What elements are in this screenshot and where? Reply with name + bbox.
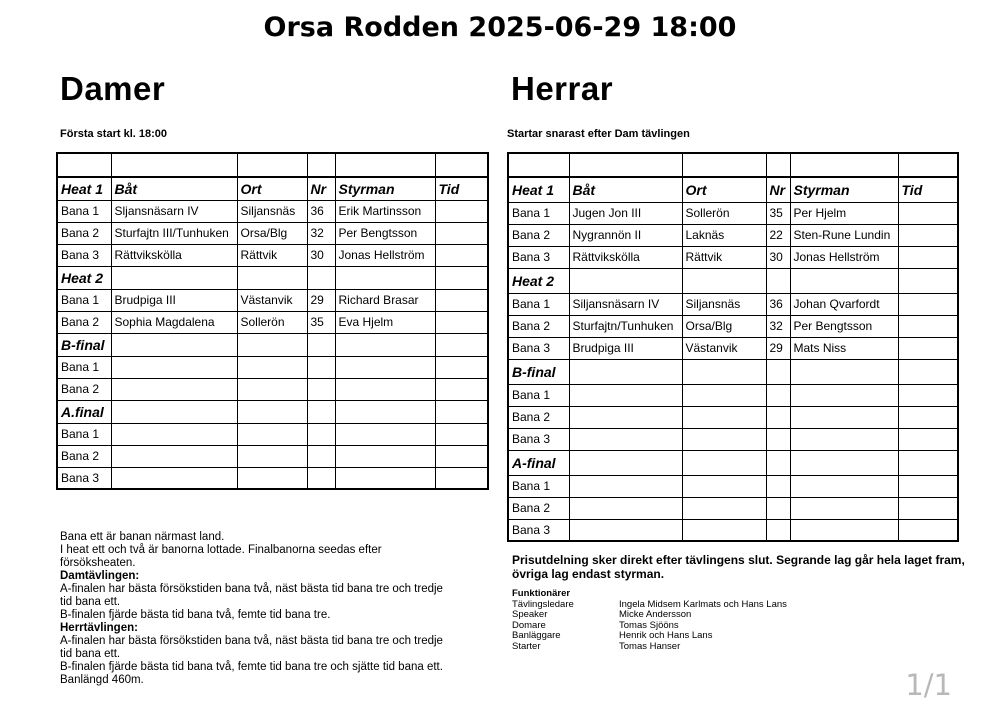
nr-cell: 30 xyxy=(766,246,790,268)
page-title: Orsa Rodden 2025-06-29 18:00 xyxy=(263,12,737,43)
town-cell: Siljansnäs xyxy=(682,293,766,315)
note-line: Herrtävlingen: xyxy=(60,622,138,634)
town-cell: Västanvik xyxy=(237,289,307,311)
town-cell: Orsa/Blg xyxy=(682,315,766,337)
official-name: Henrik och Hans Lans xyxy=(619,630,713,641)
lane-row xyxy=(508,406,958,428)
lane-row xyxy=(57,445,488,467)
tid-cell xyxy=(898,384,958,406)
blank-top-row xyxy=(508,153,958,177)
cox-cell: Per Bengtsson xyxy=(790,315,898,337)
blank-cell xyxy=(569,450,682,475)
boat-cell xyxy=(569,428,682,450)
cox-cell xyxy=(790,384,898,406)
lane-row xyxy=(57,200,488,222)
blank-cell xyxy=(790,450,898,475)
lane-row xyxy=(57,467,488,489)
section-label: Heat 2 xyxy=(508,268,569,293)
lane-cell: Bana 1 xyxy=(57,356,111,378)
blank-cell xyxy=(307,266,335,289)
lane-cell: Bana 2 xyxy=(57,311,111,333)
official-role: Banläggare xyxy=(512,630,561,641)
blank-cell xyxy=(335,153,435,177)
town-cell xyxy=(237,467,307,489)
lane-cell: Bana 3 xyxy=(508,337,569,359)
lane-row xyxy=(508,337,958,359)
lane-row xyxy=(57,356,488,378)
column-header: Båt xyxy=(111,177,237,200)
boat-cell xyxy=(111,356,237,378)
lane-cell: Bana 3 xyxy=(57,244,111,266)
cox-cell xyxy=(790,406,898,428)
tid-cell xyxy=(435,222,488,244)
blank-cell xyxy=(790,359,898,384)
official-role: Tävlingsledare xyxy=(512,598,574,610)
herrar-subtitle: Startar snarast efter Dam tävlingen xyxy=(507,128,690,140)
section-label: Heat 1 xyxy=(508,177,569,202)
tid-cell xyxy=(898,337,958,359)
town-cell: Orsa/Blg xyxy=(237,222,307,244)
tid-cell xyxy=(898,315,958,337)
lane-row xyxy=(57,289,488,311)
cox-cell xyxy=(790,497,898,519)
boat-cell: Sophia Magdalena xyxy=(111,311,237,333)
lane-row xyxy=(508,384,958,406)
town-cell: Sollerön xyxy=(682,202,766,224)
note-line: Damtävlingen: xyxy=(60,570,140,582)
blank-cell xyxy=(237,333,307,356)
nr-cell xyxy=(766,475,790,497)
town-cell: Siljansnäs xyxy=(237,200,307,222)
blank-cell xyxy=(435,266,488,289)
note-line: Bana ett är banan närmast land. xyxy=(60,531,225,543)
lane-cell: Bana 3 xyxy=(508,519,569,541)
tid-cell xyxy=(435,244,488,266)
tid-cell xyxy=(435,445,488,467)
nr-cell: 29 xyxy=(307,289,335,311)
boat-cell: Brudpiga III xyxy=(569,337,682,359)
blank-cell xyxy=(111,153,237,177)
section-row xyxy=(508,450,958,475)
town-cell xyxy=(237,378,307,400)
nr-cell: 35 xyxy=(766,202,790,224)
town-cell xyxy=(682,519,766,541)
lane-row xyxy=(57,423,488,445)
boat-cell: Sturfajtn/Tunhuken xyxy=(569,315,682,337)
lane-row xyxy=(508,428,958,450)
blank-cell xyxy=(307,400,335,423)
town-cell: Laknäs xyxy=(682,224,766,246)
boat-cell xyxy=(111,423,237,445)
town-cell xyxy=(682,406,766,428)
damer-subtitle: Första start kl. 18:00 xyxy=(60,128,167,140)
boat-cell xyxy=(111,378,237,400)
nr-cell: 35 xyxy=(307,311,335,333)
section-row xyxy=(57,333,488,356)
cox-cell: Erik Martinsson xyxy=(335,200,435,222)
section-row xyxy=(57,266,488,289)
boat-cell xyxy=(569,497,682,519)
column-header: Nr xyxy=(766,177,790,202)
lane-row xyxy=(508,224,958,246)
boat-cell: Rättvikskölla xyxy=(111,244,237,266)
official-name: Tomas Hanser xyxy=(619,640,681,652)
lane-cell: Bana 3 xyxy=(508,246,569,268)
herrar-table xyxy=(507,152,959,542)
tid-cell xyxy=(898,406,958,428)
blank-cell xyxy=(766,359,790,384)
nr-cell xyxy=(766,428,790,450)
nr-cell xyxy=(307,423,335,445)
lane-cell: Bana 1 xyxy=(508,475,569,497)
section-label: A-final xyxy=(508,450,569,475)
nr-cell: 32 xyxy=(307,222,335,244)
blank-cell xyxy=(335,400,435,423)
blank-cell xyxy=(766,450,790,475)
blank-cell xyxy=(898,268,958,293)
town-cell xyxy=(682,497,766,519)
lane-cell: Bana 2 xyxy=(57,222,111,244)
damer-heading: Damer xyxy=(60,70,166,107)
blank-cell xyxy=(790,153,898,177)
lane-cell: Bana 2 xyxy=(508,406,569,428)
boat-cell: Brudpiga III xyxy=(111,289,237,311)
lane-cell: Bana 2 xyxy=(57,378,111,400)
blank-cell xyxy=(307,333,335,356)
blank-cell xyxy=(237,266,307,289)
lane-row xyxy=(508,202,958,224)
tid-cell xyxy=(898,224,958,246)
lane-cell: Bana 2 xyxy=(57,445,111,467)
lane-cell: Bana 1 xyxy=(57,423,111,445)
section-label: Heat 2 xyxy=(57,266,111,289)
blank-cell xyxy=(898,359,958,384)
cox-cell: Jonas Hellström xyxy=(790,246,898,268)
blank-cell xyxy=(237,400,307,423)
column-header: Styrman xyxy=(790,177,898,202)
cox-cell xyxy=(335,378,435,400)
lane-row xyxy=(57,378,488,400)
nr-cell xyxy=(766,497,790,519)
lane-row xyxy=(508,497,958,519)
tid-cell xyxy=(898,475,958,497)
official-name: Tomas Sjööns xyxy=(619,619,679,631)
section-row xyxy=(508,359,958,384)
blank-cell xyxy=(335,266,435,289)
prize-info: Prisutdelning sker direkt efter tävlingens slut. Segrande lag går hela laget fram, övriga lag endast styrman. xyxy=(512,553,965,581)
nr-cell xyxy=(307,378,335,400)
tid-cell xyxy=(435,378,488,400)
town-cell xyxy=(237,445,307,467)
lane-row xyxy=(508,519,958,541)
lane-row xyxy=(508,315,958,337)
blank-cell xyxy=(898,450,958,475)
lane-cell: Bana 3 xyxy=(508,428,569,450)
section-row xyxy=(508,268,958,293)
cox-cell: Mats Niss xyxy=(790,337,898,359)
cox-cell xyxy=(335,467,435,489)
cox-cell xyxy=(335,356,435,378)
blank-cell xyxy=(111,333,237,356)
cox-cell xyxy=(790,428,898,450)
town-cell: Rättvik xyxy=(237,244,307,266)
section-label: Heat 1 xyxy=(57,177,111,200)
official-row xyxy=(512,631,787,642)
boat-cell: Sljansnäsarn IV xyxy=(111,200,237,222)
cox-cell xyxy=(335,445,435,467)
boat-cell xyxy=(569,384,682,406)
town-cell: Västanvik xyxy=(682,337,766,359)
tid-cell xyxy=(435,423,488,445)
boat-cell: Nygrannön II xyxy=(569,224,682,246)
blank-cell xyxy=(57,153,111,177)
official-role: Domare xyxy=(512,619,546,631)
cox-cell: Per Hjelm xyxy=(790,202,898,224)
page-indicator: 1/1 xyxy=(905,668,952,702)
lane-row xyxy=(508,475,958,497)
boat-cell: Sturfajtn III/Tunhuken xyxy=(111,222,237,244)
nr-cell: 30 xyxy=(307,244,335,266)
blank-cell xyxy=(435,400,488,423)
damer-table xyxy=(56,152,489,490)
blank-cell xyxy=(569,268,682,293)
official-name: Ingela Midsem Karlmats och Hans Lans xyxy=(619,598,787,610)
rules-notes xyxy=(60,531,450,687)
lane-row xyxy=(508,293,958,315)
boat-cell: Rättvikskölla xyxy=(569,246,682,268)
nr-cell xyxy=(766,519,790,541)
town-cell xyxy=(237,356,307,378)
section-label: B-final xyxy=(57,333,111,356)
officials-title: Funktionärer xyxy=(512,588,571,599)
cox-cell: Richard Brasar xyxy=(335,289,435,311)
lane-row xyxy=(57,244,488,266)
official-role: Speaker xyxy=(512,609,548,620)
blank-cell xyxy=(508,153,569,177)
official-name: Micke Andersson xyxy=(619,609,692,620)
tid-cell xyxy=(898,202,958,224)
note-line: I heat ett och två är banorna lottade. Finalbanorna seedas efter försöksheaten. xyxy=(60,544,382,569)
tid-cell xyxy=(435,200,488,222)
blank-cell xyxy=(307,153,335,177)
tid-cell xyxy=(435,356,488,378)
official-row xyxy=(512,642,787,653)
town-cell xyxy=(237,423,307,445)
lane-cell: Bana 1 xyxy=(508,202,569,224)
nr-cell: 29 xyxy=(766,337,790,359)
lane-cell: Bana 3 xyxy=(57,467,111,489)
tid-cell xyxy=(898,246,958,268)
cox-cell xyxy=(790,475,898,497)
nr-cell xyxy=(307,445,335,467)
blank-cell xyxy=(790,268,898,293)
nr-cell: 36 xyxy=(307,200,335,222)
column-header: Båt xyxy=(569,177,682,202)
boat-cell xyxy=(111,467,237,489)
boat-cell xyxy=(569,406,682,428)
blank-cell xyxy=(766,153,790,177)
column-header: Tid xyxy=(898,177,958,202)
blank-cell xyxy=(766,268,790,293)
tid-cell xyxy=(898,293,958,315)
town-cell: Sollerön xyxy=(237,311,307,333)
cox-cell: Sten-Rune Lundin xyxy=(790,224,898,246)
blank-cell xyxy=(682,268,766,293)
official-role: Starter xyxy=(512,640,541,652)
column-header: Ort xyxy=(682,177,766,202)
note-line: A-finalen har bästa försökstiden bana två, näst bästa tid bana tre och tredje tid bana ett. xyxy=(60,583,443,608)
column-header: Tid xyxy=(435,177,488,200)
section-label: A.final xyxy=(57,400,111,423)
officials-list xyxy=(512,589,787,652)
lane-cell: Bana 2 xyxy=(508,315,569,337)
town-cell xyxy=(682,475,766,497)
lane-row xyxy=(57,311,488,333)
blank-cell xyxy=(111,400,237,423)
boat-cell xyxy=(111,445,237,467)
official-row xyxy=(512,610,787,621)
lane-cell: Bana 1 xyxy=(57,289,111,311)
column-header: Ort xyxy=(237,177,307,200)
blank-cell xyxy=(435,153,488,177)
nr-cell: 32 xyxy=(766,315,790,337)
tid-cell xyxy=(898,428,958,450)
nr-cell: 36 xyxy=(766,293,790,315)
note-line: A-finalen har bästa försökstiden bana två, näst bästa tid bana tre och tredje tid bana ett. xyxy=(60,635,443,660)
blank-cell xyxy=(237,153,307,177)
nr-cell: 22 xyxy=(766,224,790,246)
lane-cell: Bana 1 xyxy=(508,384,569,406)
nr-cell xyxy=(307,356,335,378)
tid-cell xyxy=(435,289,488,311)
tid-cell xyxy=(435,467,488,489)
cox-cell xyxy=(335,423,435,445)
lane-row xyxy=(57,222,488,244)
blank-cell xyxy=(111,266,237,289)
cox-cell: Johan Qvarfordt xyxy=(790,293,898,315)
herrar-heading: Herrar xyxy=(511,70,614,107)
town-cell xyxy=(682,384,766,406)
cox-cell: Eva Hjelm xyxy=(335,311,435,333)
town-cell: Rättvik xyxy=(682,246,766,268)
blank-cell xyxy=(569,153,682,177)
tid-cell xyxy=(435,311,488,333)
nr-cell xyxy=(766,384,790,406)
nr-cell xyxy=(307,467,335,489)
blank-top-row xyxy=(57,153,488,177)
cox-cell xyxy=(790,519,898,541)
section-row xyxy=(508,177,958,202)
blank-cell xyxy=(682,153,766,177)
lane-cell: Bana 2 xyxy=(508,497,569,519)
nr-cell xyxy=(766,406,790,428)
boat-cell xyxy=(569,519,682,541)
boat-cell: Jugen Jon III xyxy=(569,202,682,224)
section-label: B-final xyxy=(508,359,569,384)
lane-cell: Bana 1 xyxy=(508,293,569,315)
lane-cell: Bana 2 xyxy=(508,224,569,246)
section-row xyxy=(57,400,488,423)
lane-cell: Bana 1 xyxy=(57,200,111,222)
boat-cell xyxy=(569,475,682,497)
note-line: Banlängd 460m. xyxy=(60,674,144,686)
tid-cell xyxy=(898,497,958,519)
blank-cell xyxy=(569,359,682,384)
boat-cell: Siljansnäsarn IV xyxy=(569,293,682,315)
cox-cell: Per Bengtsson xyxy=(335,222,435,244)
column-header: Nr xyxy=(307,177,335,200)
town-cell xyxy=(682,428,766,450)
lane-row xyxy=(508,246,958,268)
blank-cell xyxy=(682,359,766,384)
blank-cell xyxy=(435,333,488,356)
blank-cell xyxy=(898,153,958,177)
blank-cell xyxy=(682,450,766,475)
blank-cell xyxy=(335,333,435,356)
note-line: B-finalen fjärde bästa tid bana två, femte tid bana tre. xyxy=(60,609,331,621)
section-row xyxy=(57,177,488,200)
note-line: B-finalen fjärde bästa tid bana två, femte tid bana tre och sjätte tid bana ett. xyxy=(60,661,443,673)
cox-cell: Jonas Hellström xyxy=(335,244,435,266)
column-header: Styrman xyxy=(335,177,435,200)
tid-cell xyxy=(898,519,958,541)
